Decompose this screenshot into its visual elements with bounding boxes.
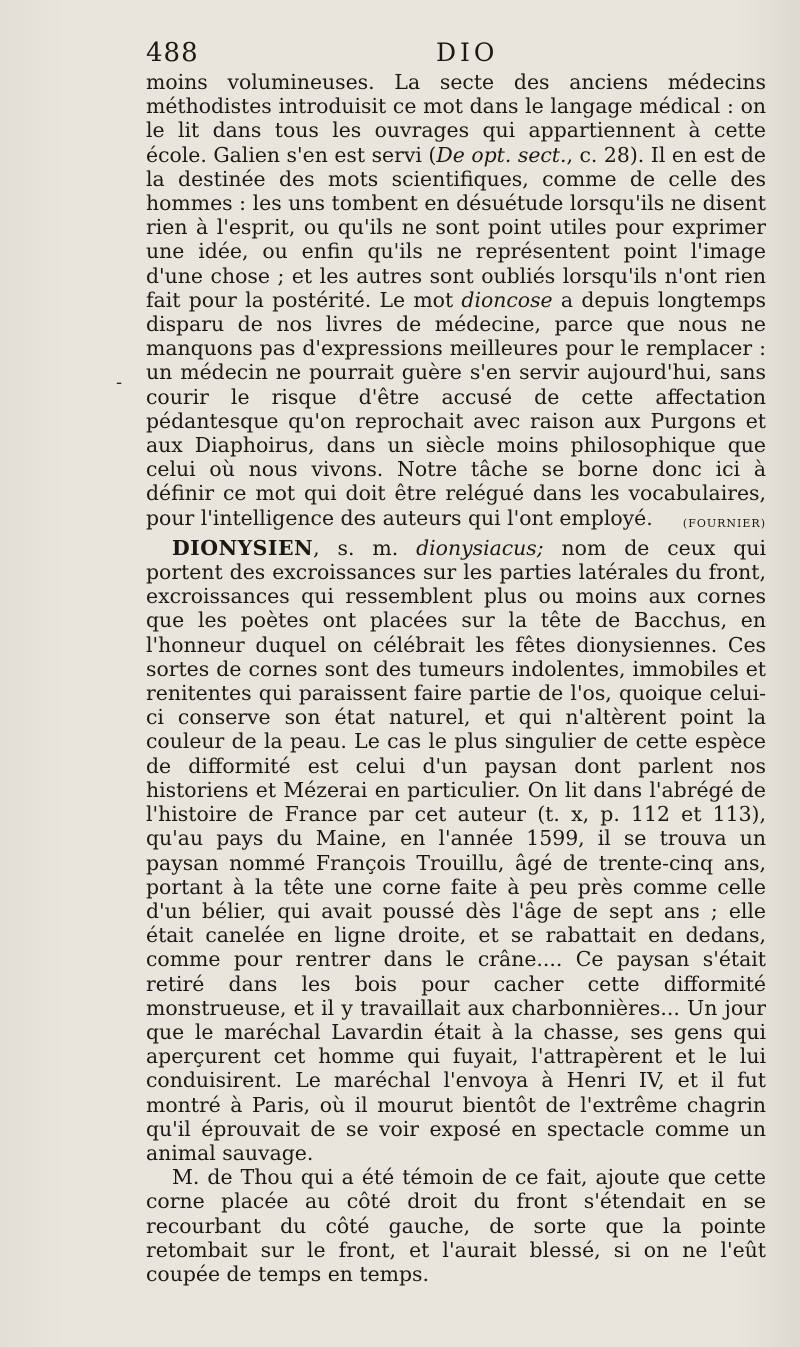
- term-italic: dioncose: [461, 287, 553, 312]
- entry-text: nom de ceux qui portent des excroissances sur les parties latérales du front, excroissances qui ressemblent plus ou moins aux cornes que les poètes ont placées sur la tête de Bacchus, en l'honneur duquel on célébrait les fêtes dionysiennes. Ces sortes de cornes sont des tumeurs indolentes, immobiles et renitentes qui paraissent faire partie de l'os, quoique celui-ci conserve son état naturel, et qui n'altèrent point la couleur de la peau. Le cas le plus singulier de cette espèce de difformité est celui d'un paysan dont parlent nos historiens et Mézerai en particulier. On lit dans l'abrégé de l'histoire de France par cet auteur (t. x, p. 112 et 113), qu'au pays du Maine, en l'année 1599, il se trouva un paysan nommé François Trouillu, âgé de trente-cinq ans, portant à la tête une corne faite à peu près comme celle d'un bélier, qui avait poussé dès l'âge de sept ans ; elle était canelée en ligne droite, et se rabattait en dedans, comme pour rentrer dans le crâne.... Ce paysan s'était retiré dans les bois pour cacher cette difformité monstrueuse, et il y travaillait aux charbonnières... Un jour que le maréchal Lavardin était à la chasse, ses gens qui aperçurent cet homme qui fuyait, l'attrapèrent et le lui conduisirent. Le maréchal l'envoya à Henri IV, et il fut montré à Paris, où il mourut bientôt de l'extrême chagrin qu'il éprouvait de se voir exposé en spectacle comme un animal sauvage.: [146, 535, 766, 1165]
- entry-latin-term: dionysiacus;: [416, 535, 544, 560]
- margin-mark: -: [116, 372, 123, 393]
- entry-grammar: , s. m.: [313, 535, 417, 560]
- paragraph-text: moins volumineuses. La secte des anciens médecins méthodistes introduisit ce mot dans le langage médical : on le lit dans tous les ouvrages qui appartiennent à cette école. Galien s'en est servi (: [146, 70, 766, 167]
- running-head: [146, 38, 766, 72]
- author-signature: (FOURNIER): [682, 516, 766, 530]
- entry-dionysien: [146, 536, 766, 1165]
- paragraph-text: , c. 28). Il en est de la destinée des mots scientifiques, comme de celle des hommes : les uns tombent en désuétude lorsqu'ils ne disent rien à l'esprit, ou qu'ils ne sont point utiles pour exprimer une idée, ou enfin qu'ils ne représentent point l'image d'une chose ; et les autres sont oubliés lorsqu'ils n'ont rien fait pour la postérité. Le mot: [146, 142, 766, 312]
- page-number: 488: [146, 38, 199, 68]
- text-block: [146, 70, 766, 1286]
- citation-italic: De opt. sect.: [436, 142, 567, 167]
- paragraph-text: a depuis longtemps disparu de nos livres de médecine, parce que nous ne manquons pas d'expressions meilleures pour le remplacer : un médecin ne pourrait guère s'en servir aujourd'hui, sans courir le risque d'être accusé de cette affectation pédantesque qu'on reprochait avec raison aux Purgons et aux Diaphoirus, dans un siècle moins philosophique que celui où nous vivons. Notre tâche se borne donc ici à définir ce mot qui doit être relégué dans les vocabulaires, pour l'intelligence des auteurs qui l'ont employé.: [146, 287, 766, 530]
- running-head-word: DIO: [436, 38, 499, 67]
- paragraph-dioncose: [146, 70, 766, 536]
- paragraph-de-thou: M. de Thou qui a été témoin de ce fait, ajoute que cette corne placée au côté droit du front s'étendait en se recourbant du côté gauche, de sorte que la pointe retombait sur le front, et l'aurait blessé, si on ne l'eût coupée de temps en temps.: [146, 1165, 766, 1286]
- entry-headword: DIONYSIEN: [172, 535, 314, 560]
